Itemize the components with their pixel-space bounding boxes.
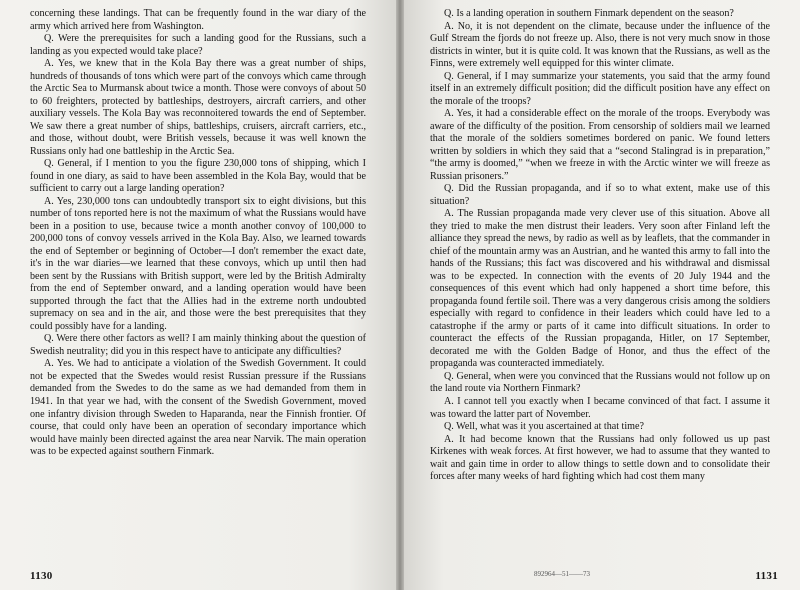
paragraph: Q. Well, what was it you ascertained at that time? bbox=[444, 421, 644, 433]
left-page-number: 1130 bbox=[30, 570, 53, 582]
paragraph: Q. General, if I mention to you the figure 230,000 tons of shipping, which I found in one diary, as said to have been assembled in the Kola Bay, would that be sufficient to carry out a large landing operation? bbox=[30, 158, 366, 195]
paragraph: Q. Is a landing operation in southern Finmark dependent on the season? bbox=[444, 8, 734, 19]
paragraph: Q. Were there other factors as well? I am mainly thinking about the question of Swedish neutrality; did you in this respect have to anticipate any difficulties? bbox=[30, 333, 366, 357]
right-page-number: 1131 bbox=[755, 570, 778, 582]
paragraph: A. Yes, we knew that in the Kola Bay there was a great number of ships, hundreds of thousands of tons which were part of the convoys which came through the Arctic Sea to Murmansk about twice a month. Those were convoys of about 50 to 60 freighters, protected by battleships, destroyers, aircraft carriers, and other auxiliary vessels. The Kola Bay was reconnoitered towards the end of September. We saw there a great number of ships, battleships, cruisers, aircraft carriers, etc., and those, without doubt, were British vessels, because it was well known the Russians only had one battleship in the Arctic Sea. bbox=[30, 58, 366, 157]
right-page bbox=[404, 0, 800, 590]
paragraph: A. The Russian propaganda made very clever use of this situation. Above all they tried to make the men distrust their leaders. Very soon after Finland left the alliance they spread the news, by radio as well as by leaflets, that the commander in chief of the mountain army was an Austrian, and he wanted this army to fall into the hands of the Russians; this fact was discovered and his withdrawal and dismissal was to be expected. In connection with the events of 20 July 1944 and the consequences of this event which had only happened a short time before, this propaganda found fertile soil. There was a very dangerous crisis among the soldiers especially with regard to confidence in their leaders which could have led to a catastrophe if the army or parts of it came into difficult situations. In order to counteract the effects of the Russian propaganda, Hitler, on 17 September, decorated me with the Golden Badge of Honor, and thus the effect of the propaganda was counteracted immediately. bbox=[430, 208, 771, 370]
printer-code: 892964—51——73 bbox=[534, 570, 590, 578]
paragraph: A. Yes. We had to anticipate a violation of the Swedish Government. It could not be expected that the Swedes would resist Russian pressure if the Russians demanded from the Swedes to do the same as we had demanded from them in 1941. In that year we had, with the consent of the Swedish Government, moved one infantry division through Sweden to Haparanda, near the Finnish frontier. Of course, that could only have been an operation of secondary importance which would have mainly been directed against the area near Narvik. The main operation was to be expected against southern Finmark. bbox=[30, 358, 366, 458]
paragraph: A. Yes, it had a considerable effect on the morale of the troops. Everybody was aware of the difficulty of the position. From censorship of soldiers mail we learned that the morale of the soldiers sometimes bordered on panic. We found letters written by soldiers in which they said that a “second Stalingrad is in preparation,” “the army is doomed,” “when we freeze in with the Arctic winter we will freeze as Russian prisoners.” bbox=[430, 108, 770, 182]
paragraph: Q. Were the prerequisites for such a landing good for the Russians, such a landing as you expected would take place? bbox=[30, 33, 366, 57]
paragraph: A. Yes, 230,000 tons can undoubtedly transport six to eight divisions, but this number of tons reported here is not the maximum of what the Russians would have been in a position to use, because twice a month another convoy of 100,000 to 200,000 tons of convoy vessels arrived in the Kola Bay. Also, we learned towards the end of September or beginning of October—I don't remember the exact date, it's in the war diaries—we learned that these convoys, which up until then had been sent by the Russians with British support, were led by the British Admiralty from the end of September onward, and a landing operation would have been supported through the fact that the Allies had in the extreme north undoubted supremacy on sea and in the air, and those were the best prerequisites that they could possibly have for a landing. bbox=[30, 195, 366, 332]
paragraph: Q. General, if I may summarize your statements, you said that the army found itself in an extremely difficult position; did the difficult position have any effect on the morale of the troops? bbox=[430, 70, 770, 107]
paragraph: Q. Did the Russian propaganda, and if so to what extent, make use of this situation? bbox=[430, 183, 770, 207]
paragraph: Q. General, when were you convinced that the Russians would not follow up on the land route via Northern Finmark? bbox=[430, 370, 770, 395]
paragraph: concerning these landings. That can be frequently found in the war diary of the army which arrived here from Washington. bbox=[30, 8, 366, 32]
paragraph: A. It had become known that the Russians had only followed us up past Kirkenes with weak forces. At first however, we had to assume that they wanted to wait and gain time in order to allow things to settle down and to consolidate their forces after many weeks of hard fighting which had cost them many bbox=[430, 433, 770, 483]
book-gutter bbox=[396, 0, 404, 590]
right-page-text bbox=[430, 8, 770, 484]
paragraph: A. No, it is not dependent on the climate, because under the influence of the Gulf Stream the fjords do not freeze up. Also, there is not very much snow in those districts in winter, but it is quite cold. It was known that the Russians, as well as the Finns, were extremely well equipped for this winter climate. bbox=[430, 20, 770, 70]
paragraph: A. I cannot tell you exactly when I became convinced of that fact. I assume it was toward the latter part of November. bbox=[430, 395, 770, 420]
left-page-text bbox=[30, 8, 366, 459]
left-page bbox=[0, 0, 396, 590]
